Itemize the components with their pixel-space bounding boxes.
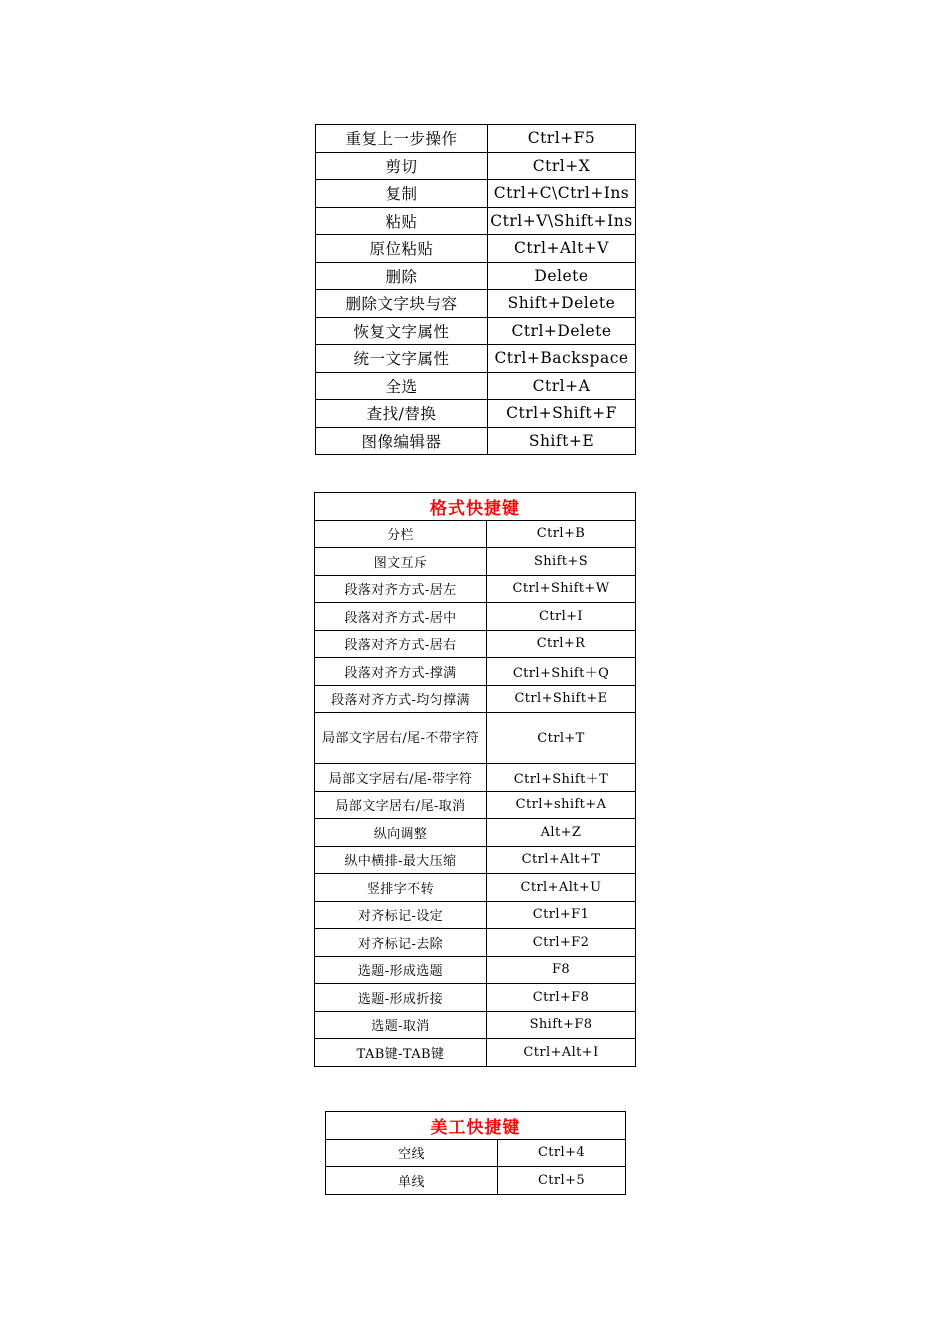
- table-row: [315, 1039, 636, 1067]
- shortcut-cell: Ctrl+B: [487, 520, 636, 548]
- action-cell: 选题-形成折接: [315, 984, 487, 1012]
- shortcut-cell: Ctrl+Shift+E: [487, 685, 636, 713]
- table-row: [316, 235, 636, 263]
- table-row: [315, 846, 636, 874]
- table-row: [315, 984, 636, 1012]
- shortcut-cell: Ctrl+Alt+I: [487, 1039, 636, 1067]
- action-cell: 纵中横排-最大压缩: [315, 846, 487, 874]
- table-row: [316, 372, 636, 400]
- art-shortcuts-table: [325, 1111, 626, 1195]
- action-cell: 单线: [326, 1167, 498, 1195]
- table-row: [315, 548, 636, 576]
- action-cell: 分栏: [315, 520, 487, 548]
- shortcut-cell: Ctrl+Delete: [488, 317, 636, 345]
- table-row: [315, 630, 636, 658]
- action-cell: 原位粘贴: [316, 235, 488, 263]
- table-row: [315, 929, 636, 957]
- action-cell: 局部文字居右/尾-取消: [315, 791, 487, 819]
- shortcut-cell: Ctrl+Backspace: [488, 345, 636, 373]
- table-header-row: [315, 493, 636, 521]
- table-row: [316, 207, 636, 235]
- table-row: [315, 658, 636, 686]
- table-row: [316, 125, 636, 153]
- action-cell: 空线: [326, 1139, 498, 1167]
- shortcut-cell: Ctrl+R: [487, 630, 636, 658]
- table-row: [315, 713, 636, 764]
- shortcut-cell: Ctrl+A: [488, 372, 636, 400]
- table-row: [316, 290, 636, 318]
- table-row: [315, 901, 636, 929]
- shortcut-cell: Ctrl+F2: [487, 929, 636, 957]
- action-cell: 剪切: [316, 152, 488, 180]
- table-row: [315, 603, 636, 631]
- table-row: [315, 575, 636, 603]
- table-row: [316, 152, 636, 180]
- table-row: [315, 791, 636, 819]
- action-cell: 全选: [316, 372, 488, 400]
- table-row: [326, 1139, 626, 1167]
- shortcut-cell: Ctrl+Alt+T: [487, 846, 636, 874]
- shortcut-cell: Shift+Delete: [488, 290, 636, 318]
- action-cell: 恢复文字属性: [316, 317, 488, 345]
- table-row: [315, 874, 636, 902]
- action-cell: 删除: [316, 262, 488, 290]
- table-row: [316, 180, 636, 208]
- shortcut-cell: Ctrl+F1: [487, 901, 636, 929]
- table-row: [316, 262, 636, 290]
- shortcut-cell: Delete: [488, 262, 636, 290]
- table-row: [315, 685, 636, 713]
- action-cell: 竖排字不转: [315, 874, 487, 902]
- shortcut-cell: Ctrl+Shift＋T: [487, 764, 636, 792]
- shortcut-cell: Ctrl+5: [498, 1167, 626, 1195]
- shortcut-cell: Ctrl+F5: [488, 125, 636, 153]
- shortcut-cell: Alt+Z: [487, 819, 636, 847]
- table-row: [316, 317, 636, 345]
- shortcut-cell: Shift+S: [487, 548, 636, 576]
- table-header-row: [326, 1112, 626, 1140]
- action-cell: 对齐标记-去除: [315, 929, 487, 957]
- action-cell: 纵向调整: [315, 819, 487, 847]
- action-cell: 粘贴: [316, 207, 488, 235]
- table-row: [315, 764, 636, 792]
- action-cell: 图像编辑器: [316, 427, 488, 455]
- action-cell: 选题-形成选题: [315, 956, 487, 984]
- shortcut-cell: Ctrl+I: [487, 603, 636, 631]
- action-cell: 局部文字居右/尾-带字符: [315, 764, 487, 792]
- table-row: [315, 819, 636, 847]
- action-cell: 段落对齐方式-撑满: [315, 658, 487, 686]
- action-cell: 复制: [316, 180, 488, 208]
- shortcut-cell: Ctrl+T: [487, 713, 636, 764]
- action-cell: 段落对齐方式-居左: [315, 575, 487, 603]
- table-row: [326, 1167, 626, 1195]
- action-cell: 段落对齐方式-居中: [315, 603, 487, 631]
- table-row: [315, 520, 636, 548]
- shortcut-cell: Ctrl+Shift+W: [487, 575, 636, 603]
- action-cell: 统一文字属性: [316, 345, 488, 373]
- action-cell: 查找/替换: [316, 400, 488, 428]
- shortcut-cell: Ctrl+X: [488, 152, 636, 180]
- action-cell: 删除文字块与容: [316, 290, 488, 318]
- shortcut-cell: Ctrl+Alt+U: [487, 874, 636, 902]
- shortcut-cell: Ctrl+shift+A: [487, 791, 636, 819]
- table-title: 格式快捷键: [315, 493, 636, 521]
- table-row: [316, 345, 636, 373]
- action-cell: TAB键-TAB键: [315, 1039, 487, 1067]
- table-row: [316, 400, 636, 428]
- action-cell: 对齐标记-设定: [315, 901, 487, 929]
- action-cell: 段落对齐方式-均匀撑满: [315, 685, 487, 713]
- shortcut-cell: Ctrl+Shift＋Q: [487, 658, 636, 686]
- table-row: [315, 1011, 636, 1039]
- action-cell: 局部文字居右/尾-不带字符: [315, 713, 487, 764]
- shortcut-cell: Ctrl+C\Ctrl+Ins: [488, 180, 636, 208]
- shortcut-cell: Ctrl+Shift+F: [488, 400, 636, 428]
- action-cell: 选题-取消: [315, 1011, 487, 1039]
- action-cell: 段落对齐方式-居右: [315, 630, 487, 658]
- shortcut-cell: F8: [487, 956, 636, 984]
- shortcut-cell: Ctrl+V\Shift+Ins: [488, 207, 636, 235]
- action-cell: 重复上一步操作: [316, 125, 488, 153]
- edit-shortcuts-table: [315, 124, 636, 455]
- format-shortcuts-table: [314, 492, 636, 1067]
- shortcut-cell: Ctrl+4: [498, 1139, 626, 1167]
- shortcut-cell: Ctrl+F8: [487, 984, 636, 1012]
- table-row: [316, 427, 636, 455]
- shortcut-cell: Ctrl+Alt+V: [488, 235, 636, 263]
- action-cell: 图文互斥: [315, 548, 487, 576]
- shortcut-cell: Shift+E: [488, 427, 636, 455]
- shortcut-cell: Shift+F8: [487, 1011, 636, 1039]
- table-row: [315, 956, 636, 984]
- table-title: 美工快捷键: [326, 1112, 626, 1140]
